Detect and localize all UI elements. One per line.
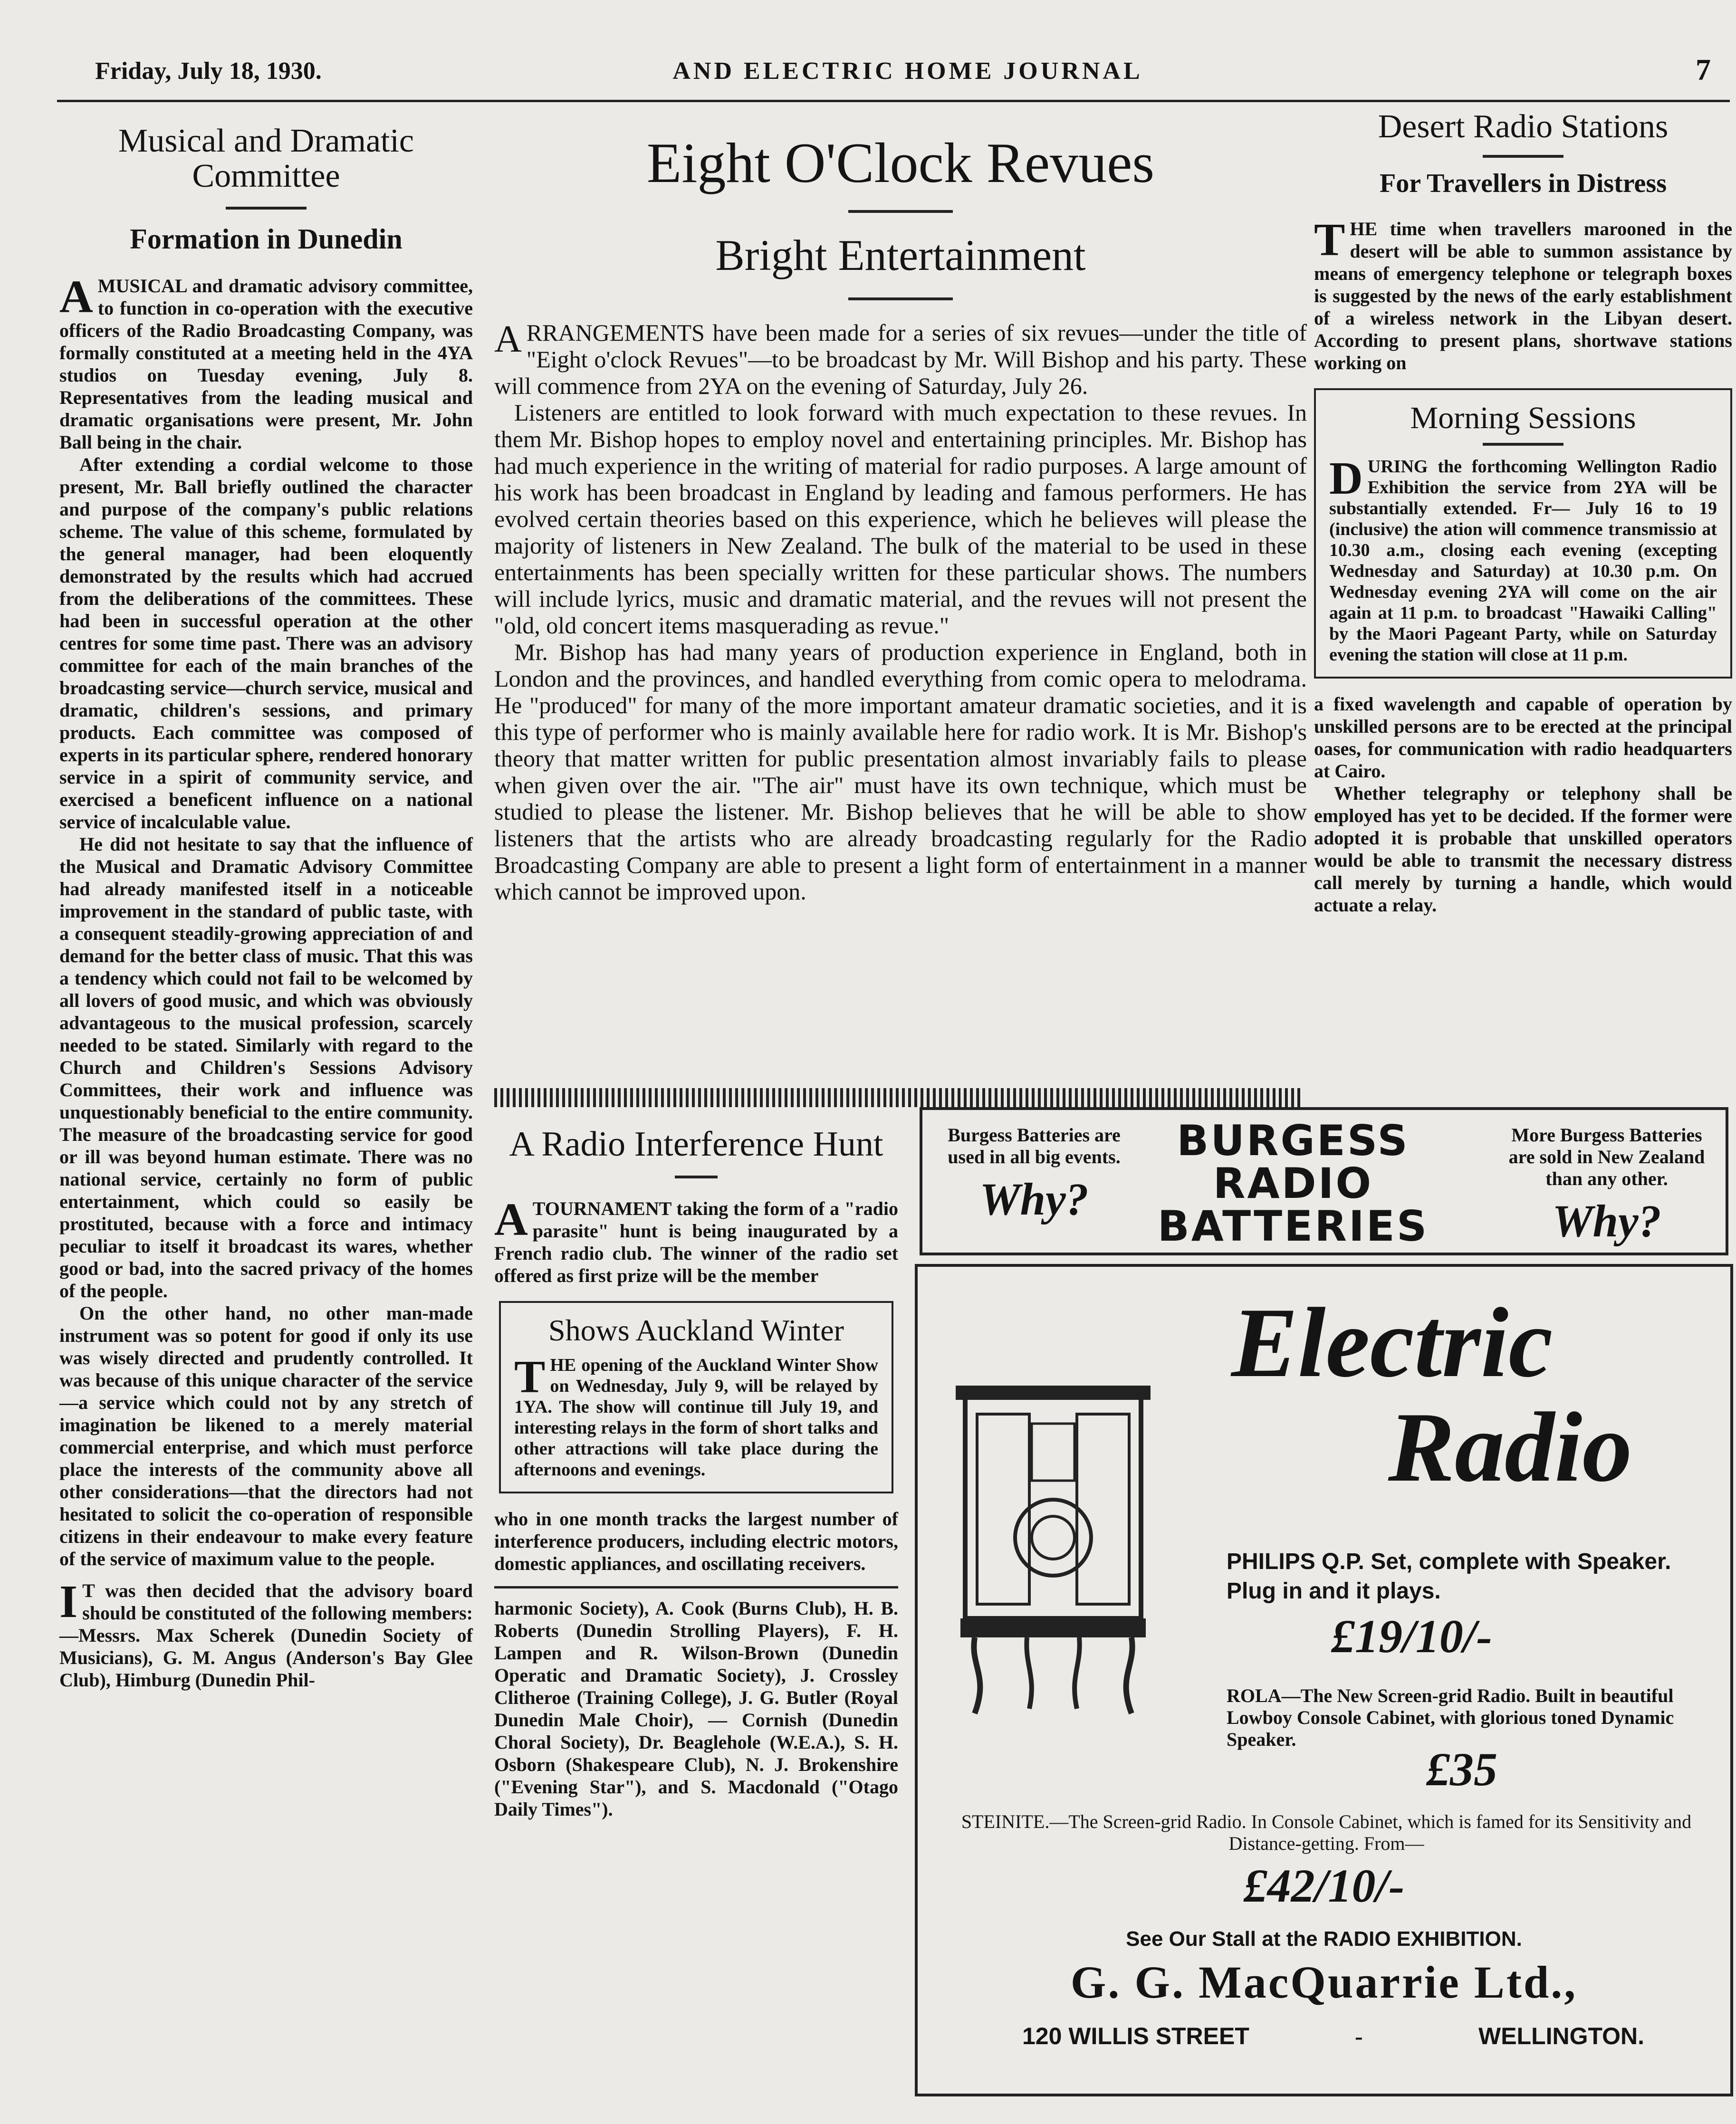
steinite-text: STEINITE.—The Screen-grid Radio. In Console Cabinet, which is famed for its Sensitivity and Distance-getting. From— <box>961 1811 1692 1854</box>
drop-cap: T <box>1314 214 1345 266</box>
paragraph: THE opening of the Auckland Winter Show on Wednesday, July 9, will be relayed by 1YA. The show will continue till July 19, and interesting relays in the form of short talks and other attractions will take place during the afternoons and evenings. <box>514 1351 878 1480</box>
paragraph: AMUSICAL and dramatic advisory committee, to function in co-operation with the executive officers of the Radio Broadcasting Company, was formally constituted at a meeting held in the 4YA studios on Tuesday evening, July 8. Representatives from the leading musical and dramatic organisations were present, Mr. John Ball being in the chair. <box>59 271 473 453</box>
burgess-logo: BURGESS RADIO BATTERIES <box>1157 1116 1429 1251</box>
paragraph: who in one month tracks the largest number of interference producers, including electric motors, domestic appliances, and oscillating receivers. <box>494 1508 898 1574</box>
radio-cabinet-icon <box>956 1381 1151 1723</box>
paragraph: ATOURNAMENT taking the form of a "radio parasite" hunt is being inaugurated by a French radio club. The winner of the radio set offered as first prize will be the member <box>494 1194 898 1286</box>
article-subtitle: For Travellers in Distress <box>1380 168 1667 198</box>
divider <box>848 297 953 300</box>
decorative-rule <box>494 1088 1302 1107</box>
ad-why: Why? <box>1552 1196 1661 1246</box>
article-desert-radio <box>1314 109 1732 1150</box>
page-number: 7 <box>1696 53 1711 86</box>
price: £19/10/- <box>1331 1610 1492 1663</box>
shows-box <box>499 1301 893 1493</box>
paragraph: Listeners are entitled to look forward with much expectation to these revues. In them Mr. Bishop hopes to employ novel and entertaining principles. Mr. Bishop has had much experience in the writing of material for radio purposes. A large amount of his work has been broadcast in England by leading and famous performers. He has evolved certain theories based on this experience, which he believes will please the majority of listeners in New Zealand. The bulk of the material to be used in these entertainments has been specially written for these particular shows. The numbers will include lyrics, music and dramatic material, and the revues will not present the "old, old concert items masquerading as revue." <box>494 399 1307 639</box>
price: £35 <box>1426 1743 1497 1796</box>
firm-name: G. G. MacQuarrie Ltd., <box>1070 1957 1578 2008</box>
divider <box>848 210 953 213</box>
paragraph: I T was then decided that the advisory board should be constituted of the following members:—Messrs. Max Scherek (Dunedin Society of Musicians), G. M. Angus (Anderson's Bay Glee Club), Himburg (Dunedin Phil- <box>59 1576 473 1691</box>
ad-text: More Burgess Batteries are sold in New Zealand than any other. <box>1508 1124 1705 1189</box>
paragraph: DURING the forthcoming Wellington Radio Exhibition the service from 2YA will be substantially extended. Fr— July 16 to 19 (inclusive) the ation will commence transmissio at 10.30 a.m., closing each evening (excepting Wednesday and Saturday) at 10.30 p.m. On Wednesday evening 2YA will come on the air again at 11 p.m. to broadcast "Hawaiki Calling" by the Maori Pageant Party, while on Saturday evening the station will close at 11 p.m. <box>1329 452 1717 665</box>
article-subtitle: Formation in Dunedin <box>130 223 403 255</box>
masthead: AND ELECTRIC HOME JOURNAL <box>672 57 1143 85</box>
electric-radio-ad <box>915 1264 1733 2096</box>
divider <box>1483 443 1563 446</box>
address-dash: - <box>1355 2023 1363 2049</box>
box-title: Shows Auckland Winter <box>548 1313 844 1347</box>
paragraph: Whether telegraphy or telephony shall be employed has yet to be decided. If the former were adopted it is probable that unskilled operators would be able to transmit the necessary distress call merely by turning a handle, which would actuate a relay. <box>1314 782 1732 916</box>
ad-why: Why? <box>979 1174 1089 1225</box>
stall-text: See Our Stall at the RADIO EXHIBITION. <box>1126 1927 1522 1951</box>
divider <box>494 1586 898 1588</box>
price: £42/10/- <box>1243 1859 1405 1912</box>
paragraph: harmonic Society), A. Cook (Burns Club), H. B. Roberts (Dunedin Strolling Players), F. H. Lampen and R. Wilson-Brown (Dunedin Operatic and Dramatic Society), J. Crossley Clitheroe (Training College), J. G. Butler (Royal Dunedin Male Choir), — Cornish (Dunedin Choral Society), Dr. Beaglehole (W.E.A.), S. H. Osborn (Shakespeare Club), N. J. Brokenshire ("Evening Star"), and S. Macdonald ("Otago Daily Times"). <box>494 1597 898 1820</box>
ad-text: Burgess Batteries are used in all big events. <box>948 1124 1121 1167</box>
paragraph: He did not hesitate to say that the influence of the Musical and Dramatic Advisory Committee had already manifested itself in a noticeable improvement in the standard of public taste, with a consequent steadily-growing appreciation of and demand for the better class of music. That this was a tendency which could not fail to be welcomed by all lovers of good music, and which was obviously advantageous to the musical profession, scarcely needed to be stated. Similarly with regard to the Church and Children's Sessions Advisory Committees, their work and influence was unquestionably beneficial to the entire community. The measure of the broadcasting service for good or ill was beyond human estimate. There was no national service, certainly no form of public entertainment, which could so easily be prostituted, because with a force and intimacy peculiar to itself it broadcast its wares, whether good or bad, into the sacred privacy of the homes of the people. <box>59 833 473 1301</box>
philips-text: PHILIPS Q.P. Set, complete with Speaker. Plug in and it plays. <box>1227 1549 1671 1604</box>
article-title: Eight O'Clock Revues <box>646 131 1155 194</box>
header-rule <box>57 100 1730 102</box>
article-title: Desert Radio Stations <box>1378 108 1669 145</box>
paragraph: THE time when travellers marooned in the desert will be able to summon assistance by means of emergency telephone or telegraph boxes is suggested by the news of the early establishment of a wireless network in the Libyan desert. According to present plans, shortwave stations working on <box>1314 214 1732 373</box>
divider <box>1483 155 1563 158</box>
drop-cap: A <box>494 1194 528 1245</box>
address: 120 WILLIS STREET <box>1022 2023 1249 2049</box>
drop-cap: I <box>59 1576 78 1627</box>
article-eight-oclock-revues <box>494 124 1307 1112</box>
drop-cap: T <box>514 1351 546 1403</box>
divider <box>226 207 307 210</box>
burgess-ad <box>920 1107 1728 1255</box>
article-interference-hunt <box>494 1126 898 2119</box>
divider <box>675 1176 718 1178</box>
paragraph: After extending a cordial welcome to those present, Mr. Ball briefly outlined the character and purpose of the company's public relations scheme. The value of this scheme, formulated by the general manager, had been eloquently demonstrated by the results which had accrued from the deliberations of the committees. These had been in successful operation at the other centres for some time past. There was an advisory committee for each of the main branches of the broadcasting service—church service, musical and dramatic, children's sessions, and primary products. Each committee was composed of experts in its particular sphere, rendered honorary service in a spirit of community service, and exercised a beneficent influence on a national service of incalculable value. <box>59 454 473 832</box>
paragraph: a fixed wavelength and capable of operation by unskilled persons are to be erected at the principal oases, for communication with radio headquarters at Cairo. <box>1314 693 1732 782</box>
article-title: A Radio Interference Hunt <box>509 1125 883 1164</box>
city: WELLINGTON. <box>1478 2023 1645 2049</box>
drop-cap: A <box>494 318 522 360</box>
morning-sessions-box <box>1314 388 1732 679</box>
box-title: Morning Sessions <box>1410 400 1636 435</box>
ad-headline: Radio <box>1388 1392 1632 1502</box>
ad-headline: Electric <box>1231 1288 1553 1398</box>
drop-cap: D <box>1329 452 1363 504</box>
paragraph: ARRANGEMENTS have been made for a series of six revues—under the title of "Eight o'clock Revues"—to be broadcast by Mr. Will Bishop and his party. These will commence from 2YA on the evening of Saturday, July 26. <box>494 318 1307 399</box>
paragraph: On the other hand, no other man-made instrument was so potent for good if only its use was wisely directed and prudently controlled. It was because of this unique character of the service—a service which could not by any stretch of imagination be likened to a merely material commercial enterprise, and which must perforce place the interests of the community above all other considerations—that the directors had not hesitated to solicit the co-operation of responsible citizens in their endeavour to make every feature of the service of maximum value to the people. <box>59 1302 473 1569</box>
drop-cap: A <box>59 271 93 323</box>
rola-text: ROLA—The New Screen-grid Radio. Built in beautiful Lowboy Console Cabinet, with glorious toned Dynamic Speaker. <box>1227 1685 1674 1750</box>
article-musical-committee <box>59 124 473 2095</box>
article-subtitle: Bright Entertainment <box>715 231 1086 279</box>
paragraph: Mr. Bishop has had many years of production experience in England, both in London and the provinces, and handled everything from comic opera to melodrama. He "produced" for many of the more important amateur dramatic societies, and it is this type of performer who is mainly available here for radio work. It is Mr. Bishop's theory that matter written for public presentation almost invariably fails to please when given over the air. "The air" must have its own technique, which must be studied to please the listener. Mr. Bishop believes that he will be able to show listeners that the artists who are already broadcasting regularly for the Radio Broadcasting Company are able to present a light form of entertainment in a manner which cannot be improved upon. <box>494 639 1307 905</box>
issue-date: Friday, July 18, 1930. <box>95 57 322 85</box>
article-title: Musical and Dramatic Committee <box>118 123 414 194</box>
